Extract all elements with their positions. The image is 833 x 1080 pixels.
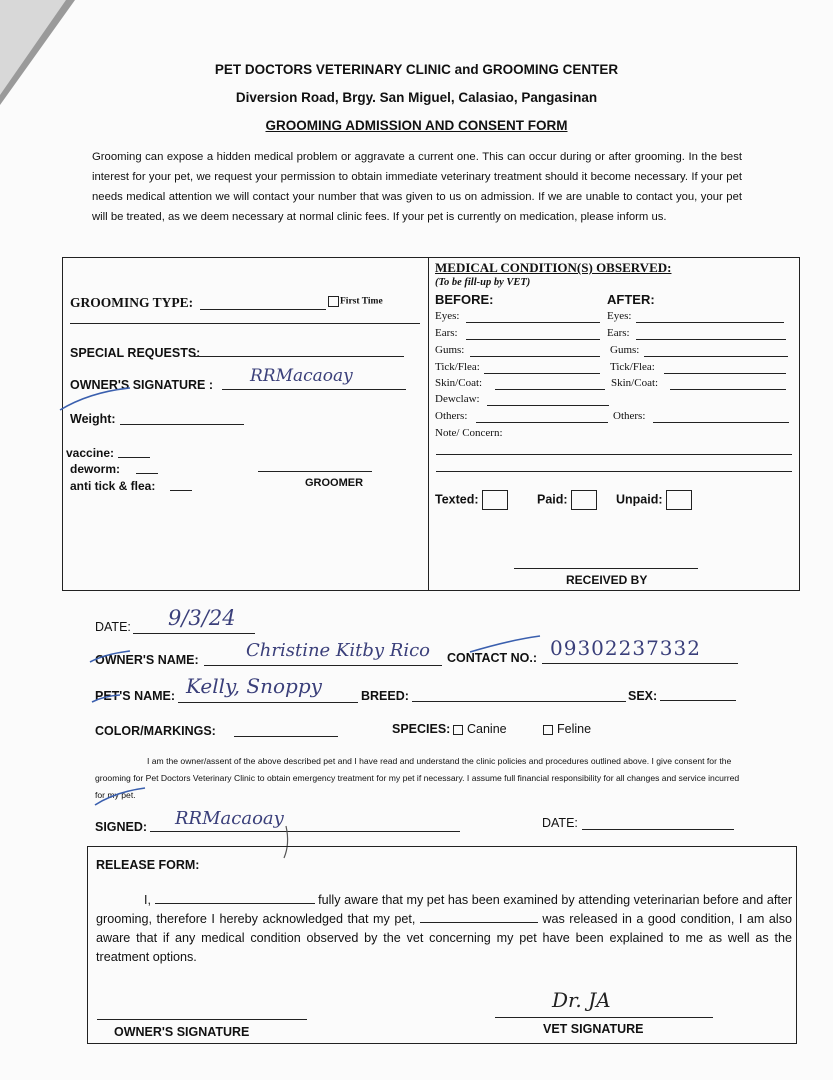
date-handwriting: 9/3/24: [168, 606, 236, 630]
grooming-type-extra-line[interactable]: [70, 323, 420, 324]
before-eyes-field[interactable]: [466, 322, 600, 323]
release-owner-signature-label: OWNER'S SIGNATURE: [114, 1025, 250, 1039]
after-others-field[interactable]: [653, 422, 789, 423]
unpaid-option[interactable]: [616, 490, 692, 510]
canine-checkbox[interactable]: [453, 725, 463, 735]
feline-option[interactable]: [543, 722, 591, 736]
canine-label: Canine: [467, 722, 507, 736]
received-by-line[interactable]: [514, 568, 698, 569]
texted-checkbox[interactable]: [482, 490, 508, 510]
grooming-type-label: GROOMING TYPE:: [70, 295, 194, 310]
breed-field[interactable]: [412, 701, 626, 702]
signed-label: SIGNED:: [95, 820, 148, 834]
note-concern-label: Note/ Concern:: [435, 427, 503, 439]
clinic-name: PET DOCTORS VETERINARY CLINIC and GROOMING CENTER: [214, 62, 619, 77]
date-label: DATE:: [95, 620, 131, 634]
release-text-end: was released in a good condition, I am also aware that if any medical condition observed by the vet concerning my pet have been explained to me as well as the treatment options.: [96, 912, 792, 964]
after-ears-field[interactable]: [636, 339, 786, 340]
feline-label: Feline: [557, 722, 592, 736]
note-line-1[interactable]: [436, 454, 792, 455]
before-tick-field[interactable]: [484, 373, 600, 374]
color-markings-label: COLOR/MARKINGS:: [95, 724, 216, 738]
box-divider: [428, 257, 429, 591]
unpaid-checkbox[interactable]: [666, 490, 692, 510]
before-ears-label: Ears:: [435, 327, 458, 339]
first-time-option[interactable]: [328, 296, 383, 307]
form-title: GROOMING ADMISSION AND CONSENT FORM: [265, 118, 568, 133]
pet-name-handwriting: Kelly, Snoppy: [186, 674, 322, 698]
vaccine-field[interactable]: [118, 457, 150, 458]
pet-name-field[interactable]: [178, 702, 358, 703]
contact-field[interactable]: [542, 663, 738, 664]
before-gums-label: Gums:: [435, 344, 465, 356]
anti-tick-label: anti tick & flea:: [70, 479, 156, 493]
unpaid-label: Unpaid:: [616, 492, 663, 507]
anti-tick-field[interactable]: [170, 490, 192, 491]
signed-date-label: DATE:: [542, 816, 578, 830]
owner-name-handwriting: Christine Kitby Rico: [246, 640, 430, 661]
first-time-label: First Time: [340, 296, 383, 307]
release-pet-name-field[interactable]: [420, 910, 538, 923]
medical-subtitle: (To be fill-up by VET): [435, 277, 531, 288]
texted-option[interactable]: [435, 490, 508, 510]
deworm-field[interactable]: [136, 473, 158, 474]
before-skin-field[interactable]: [495, 389, 605, 390]
paid-checkbox[interactable]: [571, 490, 597, 510]
signed-date-field[interactable]: [582, 829, 734, 830]
groomer-signature-line[interactable]: [258, 471, 372, 472]
after-tick-label: Tick/Flea:: [610, 361, 655, 373]
sex-label: SEX:: [628, 689, 658, 703]
breed-label: BREED:: [361, 689, 409, 703]
before-tick-label: Tick/Flea:: [435, 361, 480, 373]
paid-label: Paid:: [537, 492, 568, 507]
folded-corner-highlight: [0, 0, 66, 95]
after-ears-label: Ears:: [607, 327, 630, 339]
sex-field[interactable]: [660, 700, 736, 701]
canine-option[interactable]: [453, 722, 507, 736]
ink-stroke-icon: [95, 780, 175, 820]
weight-field[interactable]: [120, 424, 244, 425]
groomer-label: GROOMER: [305, 477, 364, 489]
special-requests-field[interactable]: [194, 356, 404, 357]
before-eyes-label: Eyes:: [435, 310, 460, 322]
before-dewclaw-field[interactable]: [487, 405, 609, 406]
release-owner-name-field[interactable]: [155, 891, 315, 904]
signed-handwriting: RRMacaoay: [175, 808, 284, 829]
owner-name-label: OWNER'S NAME:: [95, 653, 199, 667]
texted-label: Texted:: [435, 492, 479, 507]
ink-stroke-icon: [92, 690, 152, 710]
release-owner-signature-line[interactable]: [97, 1019, 307, 1020]
ink-stroke-icon: [90, 632, 570, 672]
contact-label: CONTACT NO.:: [447, 651, 538, 665]
feline-checkbox[interactable]: [543, 725, 553, 735]
deworm-label: deworm:: [70, 462, 121, 476]
before-label: BEFORE:: [435, 292, 494, 307]
after-label: AFTER:: [607, 292, 655, 307]
paid-option[interactable]: [537, 490, 597, 510]
color-markings-field[interactable]: [234, 736, 338, 737]
first-time-checkbox[interactable]: [328, 296, 339, 307]
before-dewclaw-label: Dewclaw:: [435, 393, 480, 405]
owner-signature-handwriting: RRMacaoay: [250, 366, 353, 386]
before-others-label: Others:: [435, 410, 468, 422]
received-by-label: RECEIVED BY: [566, 573, 648, 587]
clinic-address: Diversion Road, Brgy. San Miguel, Calasiao, Pangasinan: [235, 90, 598, 105]
weight-label: Weight:: [70, 412, 116, 426]
before-others-field[interactable]: [476, 422, 608, 423]
intro-paragraph: Grooming can expose a hidden medical problem or aggravate a current one. This can occur during or after grooming. In the best interest for your pet, we request your permission to obtain immediate veterinary treatment should it become necessary. If your pet needs medical attention we will contact your number that was given to us on admission. If we are unable to contact you, your pet will be treated, as we deem necessary at normal clinic fees. If your pet is currently on medication, please inform us.: [92, 151, 742, 223]
owner-signature-label: OWNER'S SIGNATURE :: [70, 378, 214, 392]
contact-handwriting: 09302237332: [550, 636, 701, 660]
after-tick-field[interactable]: [664, 373, 786, 374]
medical-title: MEDICAL CONDITION(S) OBSERVED:: [435, 260, 672, 275]
species-label: SPECIES:: [392, 722, 451, 736]
after-eyes-field[interactable]: [636, 322, 784, 323]
after-gums-label: Gums:: [610, 344, 640, 356]
after-skin-label: Skin/Coat:: [611, 377, 659, 389]
after-others-label: Others:: [613, 410, 646, 422]
special-requests-label: SPECIAL REQUESTS:: [70, 346, 201, 360]
signed-field[interactable]: [150, 831, 460, 832]
vet-signature-handwriting: Dr. JA: [552, 988, 611, 1012]
after-eyes-label: Eyes:: [607, 310, 632, 322]
release-paragraph: [96, 891, 792, 967]
release-vet-signature-line[interactable]: [495, 1017, 713, 1018]
release-vet-signature-label: VET SIGNATURE: [543, 1022, 644, 1036]
after-skin-field[interactable]: [670, 389, 786, 390]
release-title: RELEASE FORM:: [96, 858, 200, 872]
before-ears-field[interactable]: [466, 339, 600, 340]
vaccine-label: vaccine:: [66, 446, 115, 460]
after-gums-field[interactable]: [644, 356, 788, 357]
release-text-middle: fully aware that my pet has been examined by attending veterinarian before and after grooming, therefore I hereby acknowledged that my pet,: [96, 893, 793, 926]
grooming-type-field[interactable]: [200, 309, 326, 310]
before-skin-label: Skin/Coat:: [435, 377, 483, 389]
consent-text: I am the owner/assent of the above described pet and I have read and understand the clinic policies and procedures outlined above. I give consent for the grooming for Pet Doctors Veterinary Clinic to obtain emergency treatment for my pet if necessary. I assume full financial responsibility for all changes and service incurred for my pet.: [95, 756, 740, 800]
release-text-i: I,: [144, 893, 151, 907]
pet-name-label: PET'S NAME:: [95, 689, 176, 703]
note-line-2[interactable]: [436, 471, 792, 472]
before-gums-field[interactable]: [470, 356, 600, 357]
